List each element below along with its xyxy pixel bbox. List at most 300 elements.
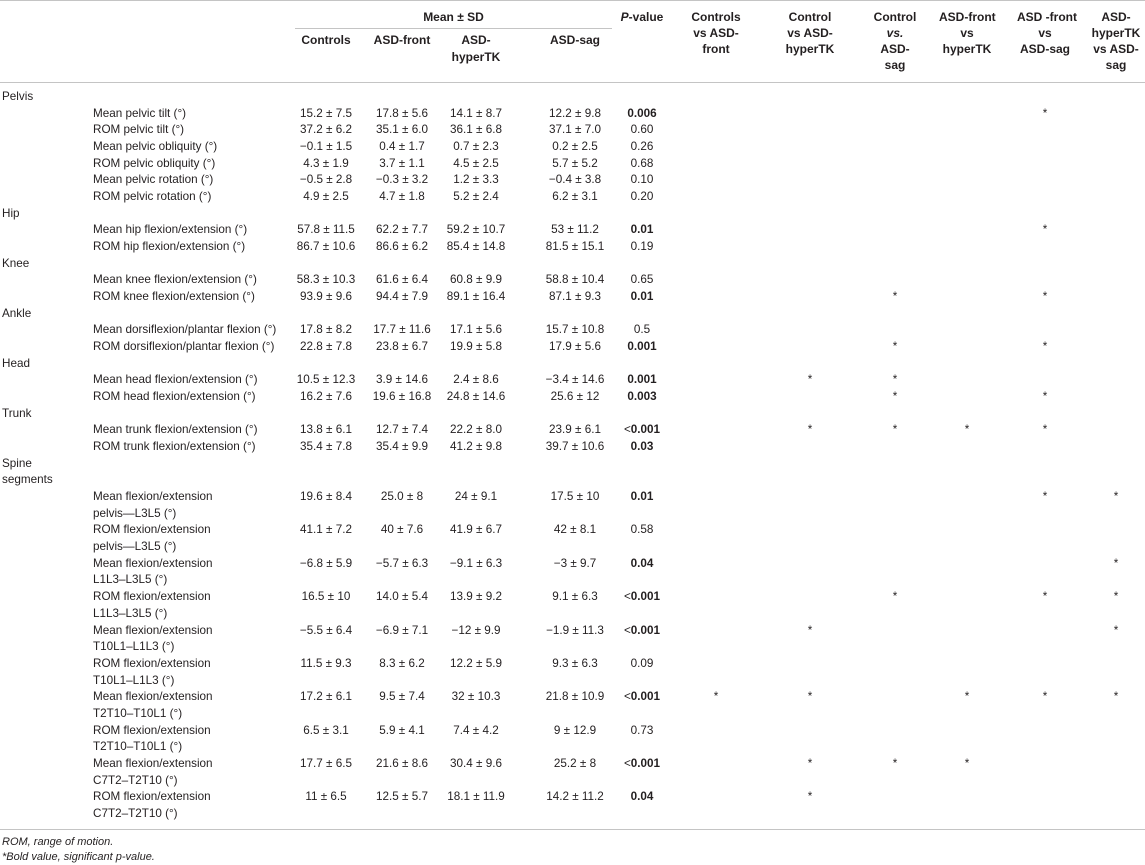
- value-asd-sag: 37.1 ± 7.0: [549, 123, 601, 137]
- table-row: [0, 689, 1145, 722]
- value-asd-front: 9.5 ± 7.4: [379, 690, 425, 704]
- value-asd-hypertk: −12 ± 9.9: [451, 623, 501, 637]
- p-value: [612, 422, 672, 439]
- table-header: [0, 0, 1145, 82]
- table-row: [0, 322, 1145, 339]
- value-asd-sag: −3 ± 9.7: [553, 556, 597, 570]
- sig-asd-front-vs-hypertk: *: [964, 690, 970, 704]
- sig-asd-front-vs-asd-sag: *: [1042, 690, 1048, 704]
- header-asd-hypertk: [438, 32, 514, 65]
- p-value-qualifier: <: [623, 756, 631, 770]
- header-line: ASD-sag: [549, 33, 600, 47]
- p-value-number: 0.10: [630, 173, 654, 187]
- value-controls: 86.7 ± 10.6: [296, 240, 356, 254]
- value-asd-front: 40 ± 7.6: [380, 523, 424, 537]
- value-asd-sag: 42 ± 8.1: [553, 523, 597, 537]
- p-value-number: 0.001: [627, 340, 657, 354]
- table-row: [0, 422, 1145, 439]
- sig-control-vs-asd-hypertk: *: [807, 790, 813, 804]
- value-asd-hypertk: 41.9 ± 6.7: [450, 523, 502, 537]
- mean-sd-underline: [295, 28, 612, 29]
- header-line: hyperTK: [942, 42, 992, 56]
- header-controls: [288, 32, 364, 49]
- p-value-number: 0.01: [630, 223, 654, 237]
- table-row: [0, 222, 1145, 239]
- sig-asd-front-vs-hypertk: *: [964, 423, 970, 437]
- value-asd-front: 35.1 ± 6.0: [376, 123, 428, 137]
- value-controls: 11 ± 6.5: [305, 790, 347, 804]
- variable-label-line: ROM knee flexion/extension (°): [93, 290, 255, 304]
- p-value-number: 0.01: [630, 490, 654, 504]
- sig-asd-front-vs-asd-sag: *: [1042, 423, 1048, 437]
- value-asd-hypertk: 2.4 ± 8.6: [453, 373, 499, 387]
- value-asd-front: 4.7 ± 1.8: [379, 190, 425, 204]
- header-control-vs-asd-sag: [867, 9, 923, 73]
- p-value: [612, 289, 672, 306]
- variable-label-line: Mean knee flexion/extension (°): [93, 273, 257, 287]
- variable-label-line: ROM dorsiflexion/plantar flexion (°): [93, 340, 275, 354]
- variable-label-line: T10L1–L1L3 (°): [93, 673, 175, 687]
- p-value: [612, 106, 672, 123]
- value-asd-hypertk: 30.4 ± 9.6: [450, 756, 502, 770]
- header-asd-sag: [537, 32, 613, 49]
- value-asd-sag: 5.7 ± 5.2: [552, 156, 598, 170]
- p-value: [612, 623, 672, 640]
- value-asd-sag: 0.2 ± 2.5: [552, 140, 598, 154]
- value-asd-sag: 12.2 ± 9.8: [549, 106, 601, 120]
- p-value-qualifier: <: [623, 690, 631, 704]
- variable-label-line: Mean pelvic rotation (°): [93, 173, 214, 187]
- header-asd-front: [364, 32, 440, 49]
- value-asd-front: −5.7 ± 6.3: [375, 556, 429, 570]
- p-value-number: 0.5: [633, 323, 651, 337]
- section-row: [0, 306, 1145, 323]
- value-controls: 57.8 ± 11.5: [297, 223, 355, 237]
- section-label: Spine segments: [2, 456, 53, 487]
- value-controls: 35.4 ± 7.8: [300, 440, 352, 454]
- value-asd-sag: 39.7 ± 10.6: [545, 440, 605, 454]
- value-asd-hypertk: −9.1 ± 6.3: [449, 556, 503, 570]
- p-value-number: 0.001: [630, 623, 661, 637]
- header-line: vs ASD-: [693, 26, 739, 40]
- variable-label-line: Mean trunk flexion/extension (°): [93, 423, 258, 437]
- sig-control-vs-asd-sag: *: [892, 290, 898, 304]
- table-row: [0, 489, 1145, 522]
- p-value: [612, 139, 672, 156]
- section-label: Ankle: [2, 306, 32, 320]
- variable-label-line: L1L3–L3L5 (°): [93, 573, 168, 587]
- value-asd-front: 61.6 ± 6.4: [376, 273, 428, 287]
- section-label: Knee: [2, 256, 30, 270]
- table-row: [0, 439, 1145, 456]
- mean-sd-header: Mean ± SD: [423, 10, 484, 24]
- variable-label-line: Mean flexion/extension: [93, 690, 213, 704]
- p-value: [612, 789, 672, 806]
- header-line: vs ASD-: [787, 26, 833, 40]
- variable-label-line: T10L1–L1L3 (°): [93, 640, 175, 654]
- variable-label-line: T2T10–T10L1 (°): [93, 706, 183, 720]
- p-value: [612, 556, 672, 573]
- p-value-number: 0.60: [630, 123, 654, 137]
- sig-control-vs-asd-hypertk: *: [807, 373, 813, 387]
- value-asd-sag: 6.2 ± 3.1: [552, 190, 598, 204]
- header-line: Controls: [691, 10, 741, 24]
- value-asd-hypertk: 7.4 ± 4.2: [453, 723, 499, 737]
- value-asd-sag: 23.9 ± 6.1: [549, 423, 601, 437]
- section-label: Hip: [2, 206, 20, 220]
- table-row: [0, 339, 1145, 356]
- value-asd-sag: 15.7 ± 10.8: [545, 323, 605, 337]
- p-value-qualifier: <: [623, 623, 631, 637]
- sig-control-vs-asd-hypertk: *: [807, 423, 813, 437]
- p-value-number: 0.001: [630, 756, 661, 770]
- variable-label-line: Mean head flexion/extension (°): [93, 373, 258, 387]
- header-line: front: [702, 42, 730, 56]
- table-row: [0, 389, 1145, 406]
- variable-label-line: Mean flexion/extension: [93, 490, 213, 504]
- value-asd-hypertk: 60.8 ± 9.9: [450, 273, 502, 287]
- value-asd-hypertk: 32 ± 10.3: [451, 690, 501, 704]
- value-asd-hypertk: 89.1 ± 16.4: [446, 290, 506, 304]
- header-asd-front-vs-hypertk: [939, 9, 995, 57]
- table-row: [0, 172, 1145, 189]
- value-asd-front: −0.3 ± 3.2: [375, 173, 429, 187]
- sig-control-vs-asd-sag: *: [892, 340, 898, 354]
- sig-asd-front-vs-asd-sag: *: [1042, 490, 1048, 504]
- p-value-number: 0.26: [630, 140, 654, 154]
- variable-label-line: C7T2–T2T10 (°): [93, 773, 178, 787]
- sig-control-vs-asd-hypertk: *: [807, 756, 813, 770]
- table-row: [0, 589, 1145, 622]
- p-value-number: 0.04: [630, 556, 654, 570]
- value-asd-hypertk: 19.9 ± 5.8: [450, 340, 502, 354]
- header-line: hyperTK: [451, 49, 501, 64]
- value-asd-front: 23.8 ± 6.7: [376, 340, 428, 354]
- value-asd-sag: 21.8 ± 10.9: [545, 690, 605, 704]
- value-controls: 16.5 ± 10: [301, 590, 351, 604]
- value-asd-sag: 9 ± 12.9: [553, 723, 597, 737]
- p-value: [612, 589, 672, 606]
- value-asd-front: 3.7 ± 1.1: [379, 156, 425, 170]
- sig-control-vs-asd-sag: *: [892, 373, 898, 387]
- p-value-number: 0.03: [630, 440, 654, 454]
- p-value: [612, 656, 672, 673]
- variable-label-line: ROM flexion/extension: [93, 723, 211, 737]
- value-asd-hypertk: 14.1 ± 8.7: [450, 106, 502, 120]
- variable-label-line: pelvis—L3L5 (°): [93, 540, 177, 554]
- p-value-number: 0.001: [627, 373, 657, 387]
- p-value-number: 0.73: [630, 723, 654, 737]
- value-asd-front: 94.4 ± 7.9: [376, 290, 428, 304]
- value-asd-front: 17.7 ± 11.6: [373, 323, 431, 337]
- value-asd-hypertk: 85.4 ± 14.8: [446, 240, 506, 254]
- p-value-number: 0.04: [630, 790, 654, 804]
- value-asd-front: 0.4 ± 1.7: [379, 140, 425, 154]
- header-line: sag: [884, 58, 906, 72]
- p-value-number: 0.001: [630, 690, 661, 704]
- table-row: [0, 656, 1145, 689]
- value-asd-sag: 25.6 ± 12: [550, 390, 600, 404]
- value-asd-sag: 81.5 ± 15.1: [545, 240, 605, 254]
- p-value-number: 0.001: [630, 590, 661, 604]
- header-line: Control: [788, 10, 832, 24]
- section-row: [0, 256, 1145, 273]
- value-asd-hypertk: 12.2 ± 5.9: [450, 656, 502, 670]
- value-asd-front: 62.2 ± 7.7: [376, 223, 428, 237]
- variable-label-line: pelvis—L3L5 (°): [93, 506, 177, 520]
- header-line: ASD-: [880, 42, 910, 56]
- p-value: [612, 172, 672, 189]
- variable-label-line: Mean dorsiflexion/plantar flexion (°): [93, 323, 277, 337]
- value-controls: 11.5 ± 9.3: [300, 656, 352, 670]
- value-controls: 6.5 ± 3.1: [303, 723, 349, 737]
- value-asd-hypertk: 17.1 ± 5.6: [450, 323, 502, 337]
- value-asd-front: −6.9 ± 7.1: [375, 623, 429, 637]
- variable-label-line: ROM flexion/extension: [93, 523, 211, 537]
- variable-label-line: L1L3–L3L5 (°): [93, 606, 168, 620]
- sig-controls-vs-asd-front: *: [713, 690, 719, 704]
- variable-label-line: ROM hip flexion/extension (°): [93, 240, 246, 254]
- p-value-number: 0.58: [630, 523, 654, 537]
- value-asd-hypertk: 22.2 ± 8.0: [450, 423, 502, 437]
- variable-label-line: ROM pelvic rotation (°): [93, 190, 212, 204]
- value-controls: 41.1 ± 7.2: [300, 523, 352, 537]
- variable-label-line: Mean flexion/extension: [93, 556, 213, 570]
- header-line: Controls: [301, 33, 351, 47]
- sig-control-vs-asd-sag: *: [892, 756, 898, 770]
- value-asd-hypertk: 41.2 ± 9.8: [450, 440, 502, 454]
- value-asd-sag: 53 ± 11.2: [551, 223, 599, 237]
- header-line: ASD-: [461, 33, 491, 47]
- value-controls: −0.1 ± 1.5: [299, 140, 353, 154]
- p-value: [612, 489, 672, 506]
- sig-asd-hypertk-vs-asd-sag: *: [1113, 556, 1119, 570]
- variable-label-line: ROM flexion/extension: [93, 590, 211, 604]
- value-asd-sag: 9.3 ± 6.3: [552, 656, 598, 670]
- variable-label-line: ROM flexion/extension: [93, 790, 211, 804]
- value-controls: 17.8 ± 8.2: [300, 323, 352, 337]
- variable-label-line: ROM head flexion/extension (°): [93, 390, 256, 404]
- value-controls: 4.9 ± 2.5: [303, 190, 349, 204]
- value-asd-front: 8.3 ± 6.2: [379, 656, 425, 670]
- sig-control-vs-asd-sag: *: [892, 590, 898, 604]
- value-controls: 15.2 ± 7.5: [300, 106, 352, 120]
- header-line: Control: [873, 10, 917, 24]
- p-value-header: P-value: [620, 10, 664, 24]
- variable-label-line: ROM trunk flexion/extension (°): [93, 440, 256, 454]
- value-controls: 58.3 ± 10.3: [296, 273, 356, 287]
- value-asd-hypertk: 4.5 ± 2.5: [453, 156, 499, 170]
- value-asd-hypertk: 1.2 ± 3.3: [453, 173, 499, 187]
- value-asd-hypertk: 36.1 ± 6.8: [450, 123, 502, 137]
- sig-control-vs-asd-sag: *: [892, 390, 898, 404]
- sig-asd-front-vs-asd-sag: *: [1042, 390, 1048, 404]
- p-value-number: 0.68: [630, 156, 654, 170]
- header-line: vs: [1038, 26, 1052, 40]
- p-value: [612, 689, 672, 706]
- table-row: [0, 756, 1145, 789]
- value-asd-sag: 9.1 ± 6.3: [552, 590, 598, 604]
- table-body: [0, 83, 1145, 829]
- p-value: [612, 372, 672, 389]
- p-value: [612, 389, 672, 406]
- p-value-number: 0.006: [627, 106, 657, 120]
- header-line: hyperTK: [785, 42, 835, 56]
- header-line: ASD-sag: [1019, 42, 1070, 56]
- table-row: [0, 289, 1145, 306]
- variable-label-line: Mean hip flexion/extension (°): [93, 223, 248, 237]
- p-value: [612, 222, 672, 239]
- section-label: Head: [2, 356, 30, 370]
- header-asd-hypertk-vs-asd-sag: [1088, 9, 1144, 73]
- p-value: [612, 756, 672, 773]
- variable-label-line: ROM pelvic tilt (°): [93, 123, 185, 137]
- value-controls: 10.5 ± 12.3: [296, 373, 356, 387]
- value-asd-sag: 25.2 ± 8: [553, 756, 597, 770]
- p-value-number: 0.19: [630, 240, 654, 254]
- sig-control-vs-asd-hypertk: *: [807, 690, 813, 704]
- p-value: [612, 723, 672, 740]
- variable-label-line: Mean flexion/extension: [93, 756, 213, 770]
- value-asd-front: 12.7 ± 7.4: [376, 423, 428, 437]
- p-value: [612, 122, 672, 139]
- value-asd-hypertk: 13.9 ± 9.2: [450, 590, 502, 604]
- value-asd-front: 5.9 ± 4.1: [379, 723, 425, 737]
- value-controls: 16.2 ± 7.6: [300, 390, 352, 404]
- table-row: [0, 556, 1145, 589]
- value-controls: 19.6 ± 8.4: [300, 490, 352, 504]
- value-asd-front: 17.8 ± 5.6: [376, 106, 428, 120]
- sig-asd-front-vs-asd-sag: *: [1042, 340, 1048, 354]
- variable-label-line: ROM flexion/extension: [93, 656, 211, 670]
- value-asd-front: 21.6 ± 8.6: [376, 756, 428, 770]
- value-controls: 17.7 ± 6.5: [300, 756, 352, 770]
- variable-label-line: Mean flexion/extension: [93, 623, 213, 637]
- variable-label-line: Mean pelvic obliquity (°): [93, 140, 218, 154]
- variable-label-line: Mean pelvic tilt (°): [93, 106, 187, 120]
- header-line: ASD-: [1101, 10, 1131, 24]
- p-value: [612, 272, 672, 289]
- table-row: [0, 139, 1145, 156]
- section-row: [0, 206, 1145, 223]
- table-row: [0, 156, 1145, 173]
- sig-asd-front-vs-asd-sag: *: [1042, 106, 1048, 120]
- table-row: [0, 522, 1145, 555]
- value-asd-front: 25.0 ± 8: [380, 490, 424, 504]
- value-asd-front: 3.9 ± 14.6: [376, 373, 428, 387]
- p-value: [612, 522, 672, 539]
- p-value-number: 0.09: [630, 656, 654, 670]
- header-line: sag: [1105, 58, 1127, 72]
- section-row: [0, 89, 1145, 106]
- header-line: hyperTK: [1091, 26, 1141, 40]
- header-control-vs-asd-hypertk: [782, 9, 838, 57]
- value-controls: 93.9 ± 9.6: [300, 290, 352, 304]
- p-value-number: 0.001: [630, 423, 661, 437]
- p-value: [612, 239, 672, 256]
- header-line: ASD-front: [373, 33, 431, 47]
- table-row: [0, 372, 1145, 389]
- p-value: [612, 189, 672, 206]
- sig-asd-hypertk-vs-asd-sag: *: [1113, 690, 1119, 704]
- p-value: [612, 339, 672, 356]
- header-line: vs ASD-: [1093, 42, 1139, 56]
- p-value-number: 0.01: [630, 290, 654, 304]
- p-value-number: 0.65: [630, 273, 654, 287]
- value-controls: 22.8 ± 7.8: [300, 340, 352, 354]
- p-value-number: 0.003: [627, 390, 657, 404]
- variable-label-line: C7T2–T2T10 (°): [93, 806, 178, 820]
- value-controls: 37.2 ± 6.2: [300, 123, 352, 137]
- sig-asd-hypertk-vs-asd-sag: *: [1113, 623, 1119, 637]
- value-asd-hypertk: 59.2 ± 10.7: [446, 223, 506, 237]
- sig-asd-front-vs-asd-sag: *: [1042, 590, 1048, 604]
- value-asd-sag: 14.2 ± 11.2: [546, 790, 604, 804]
- value-asd-front: 12.5 ± 5.7: [376, 790, 428, 804]
- value-asd-sag: 17.5 ± 10: [550, 490, 600, 504]
- p-value-qualifier: <: [623, 423, 631, 437]
- value-controls: −6.8 ± 5.9: [299, 556, 353, 570]
- value-asd-sag: −0.4 ± 3.8: [548, 173, 602, 187]
- footnote-abbreviation: ROM, range of motion.: [2, 835, 114, 848]
- value-controls: 17.2 ± 6.1: [300, 690, 352, 704]
- p-value: [612, 322, 672, 339]
- table-row: [0, 272, 1145, 289]
- value-controls: −0.5 ± 2.8: [299, 173, 353, 187]
- p-value: [612, 439, 672, 456]
- header-line: vs.: [886, 26, 904, 40]
- value-asd-hypertk: 0.7 ± 2.3: [453, 140, 499, 154]
- value-asd-hypertk: 24.8 ± 14.6: [446, 390, 506, 404]
- table-row: [0, 122, 1145, 139]
- value-controls: 4.3 ± 1.9: [303, 156, 349, 170]
- sig-asd-front-vs-asd-sag: *: [1042, 223, 1048, 237]
- value-controls: −5.5 ± 6.4: [299, 623, 353, 637]
- section-row: [0, 456, 1145, 489]
- sig-control-vs-asd-sag: *: [892, 423, 898, 437]
- header-line: ASD -front: [1017, 10, 1077, 24]
- sig-control-vs-asd-hypertk: *: [807, 623, 813, 637]
- header-line: ASD-front: [939, 10, 996, 24]
- value-asd-front: 35.4 ± 9.9: [376, 440, 428, 454]
- p-value-number: 0.20: [630, 190, 654, 204]
- variable-label-line: T2T10–T10L1 (°): [93, 740, 183, 754]
- value-asd-sag: 17.9 ± 5.6: [549, 340, 601, 354]
- value-asd-hypertk: 5.2 ± 2.4: [453, 190, 499, 204]
- value-asd-front: 86.6 ± 6.2: [376, 240, 428, 254]
- sig-asd-front-vs-hypertk: *: [964, 756, 970, 770]
- sig-asd-front-vs-asd-sag: *: [1042, 290, 1048, 304]
- table-row: [0, 106, 1145, 123]
- value-asd-hypertk: 24 ± 9.1: [454, 490, 498, 504]
- value-asd-sag: 58.8 ± 10.4: [545, 273, 605, 287]
- section-row: [0, 356, 1145, 373]
- value-asd-front: 19.6 ± 16.8: [372, 390, 432, 404]
- sig-asd-hypertk-vs-asd-sag: *: [1113, 590, 1119, 604]
- value-asd-sag: −1.9 ± 11.3: [546, 623, 604, 637]
- section-row: [0, 406, 1145, 423]
- value-asd-sag: −3.4 ± 14.6: [545, 373, 605, 387]
- p-value-qualifier: <: [623, 590, 631, 604]
- table-row: [0, 623, 1145, 656]
- header-line: vs: [960, 26, 974, 40]
- table-row: [0, 723, 1145, 756]
- p-value: [612, 156, 672, 173]
- header-controls-vs-asd-front: [688, 9, 744, 57]
- value-controls: 13.8 ± 6.1: [300, 423, 352, 437]
- header-asd-front-vs-asd-sag: [1017, 9, 1077, 57]
- value-asd-front: 14.0 ± 5.4: [376, 590, 428, 604]
